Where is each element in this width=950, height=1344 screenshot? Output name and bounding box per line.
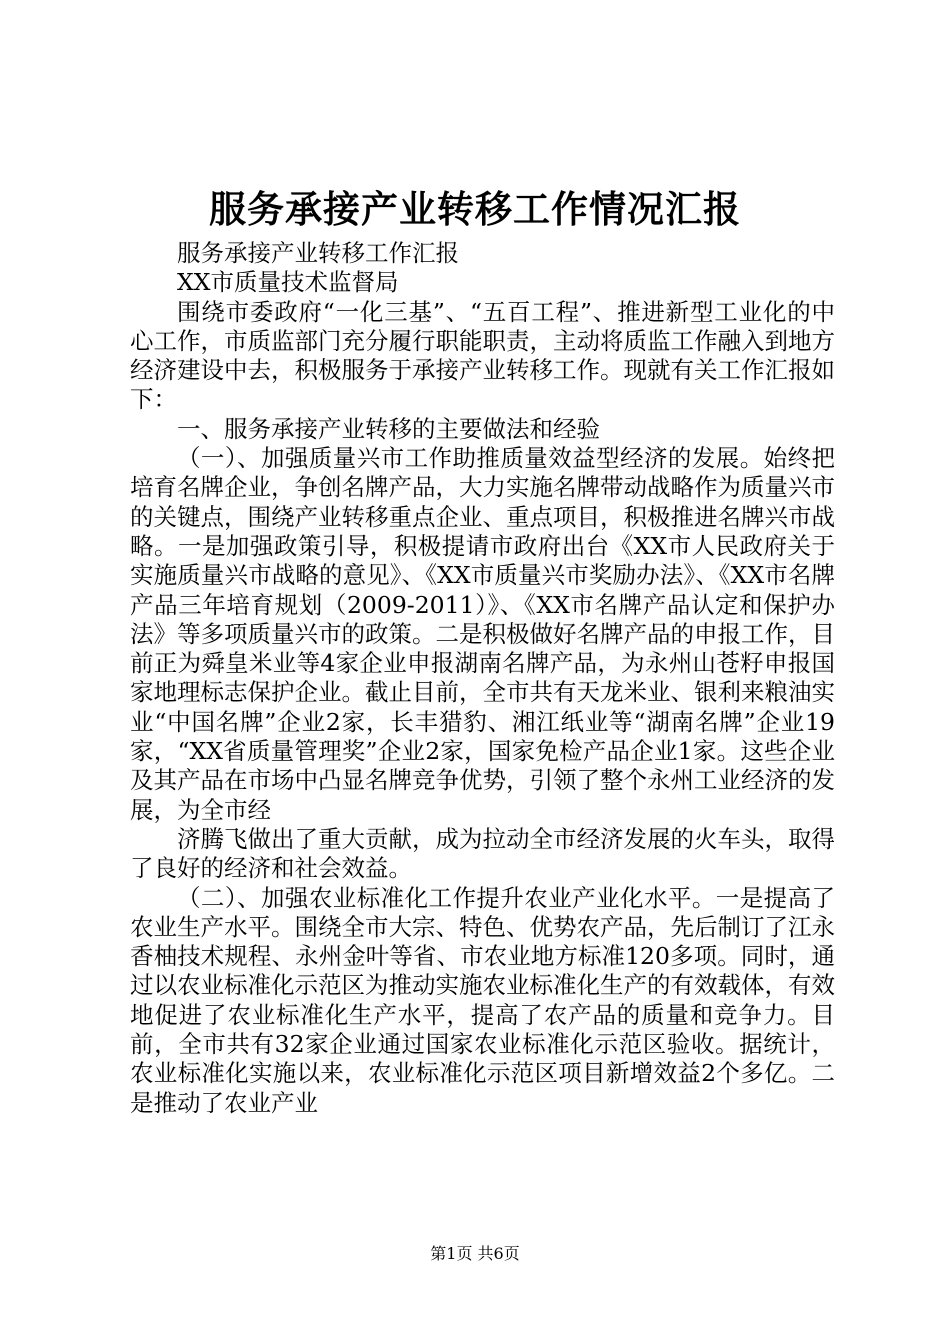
page-number-footer: 第1页 共6页	[430, 1244, 520, 1263]
paragraph-quality-continued: 济腾飞做出了重大贡献，成为拉动全市经济发展的火车头，取得了良好的经济和社会效益。	[130, 824, 835, 883]
document-title: 服务承接产业转移工作情况汇报	[209, 187, 741, 231]
paragraph-intro: 围绕市委政府“一化三基”、“五百工程”、推进新型工业化的中心工作，市质监部门充分履行职能职责，主动将质监工作融入到地方经济建设中去，积极服务于承接产业转移工作。现就有关工作汇报如下：	[130, 297, 835, 414]
paragraph-author: XX市质量技术监督局	[177, 268, 399, 297]
paragraph-quality: （一）、加强质量兴市工作助推质量效益型经济的发展。始终把培育名牌企业，争创名牌产品，大力实施名牌带动战略作为质量兴市的关键点，围绕产业转移重点企业、重点项目，积极推进名牌兴市战略。一是加强政策引导，积极提请市政府出台《XX市人民政府关于实施质量兴市战略的意见》、《XX市质量兴市奖励办法》、《XX市名牌产品三年培育规划（2009-2011）》、《XX市名牌产品认定和保护办法》等多项质量兴市的政策。二是积极做好名牌产品的申报工作，目前正为舜皇米业等4家企业申报湖南名牌产品，为永州山苍籽申报国家地理标志保护企业。截止目前，全市共有天龙米业、银利来粮油实业“中国名牌”企业2家，长丰猎豹、湘江纸业等“湖南名牌”企业19家，“XX省质量管理奖”企业2家，国家免检产品企业1家。这些企业及其产品在市场中凸显名牌竞争优势，引领了整个永州工业经济的发展，为全市经	[130, 444, 835, 824]
document-body	[130, 239, 835, 1118]
paragraph-agriculture: （二）、加强农业标准化工作提升农业产业化水平。一是提高了农业生产水平。围绕全市大宗、特色、优势农产品，先后制订了江永香柚技术规程、永州金叶等省、市农业地方标准120多项。同时，通过以农业标准化示范区为推动实施农业标准化生产的有效载体，有效地促进了农业标准化生产水平，提高了农产品的质量和竞争力。目前，全市共有32家企业通过国家农业标准化示范区验收。据统计，农业标准化实施以来，农业标准化示范区项目新增效益2个多亿。二是推动了农业产业	[130, 883, 835, 1117]
section-heading: 一、服务承接产业转移的主要做法和经验	[177, 414, 600, 443]
paragraph-subtitle: 服务承接产业转移工作汇报	[177, 239, 459, 267]
